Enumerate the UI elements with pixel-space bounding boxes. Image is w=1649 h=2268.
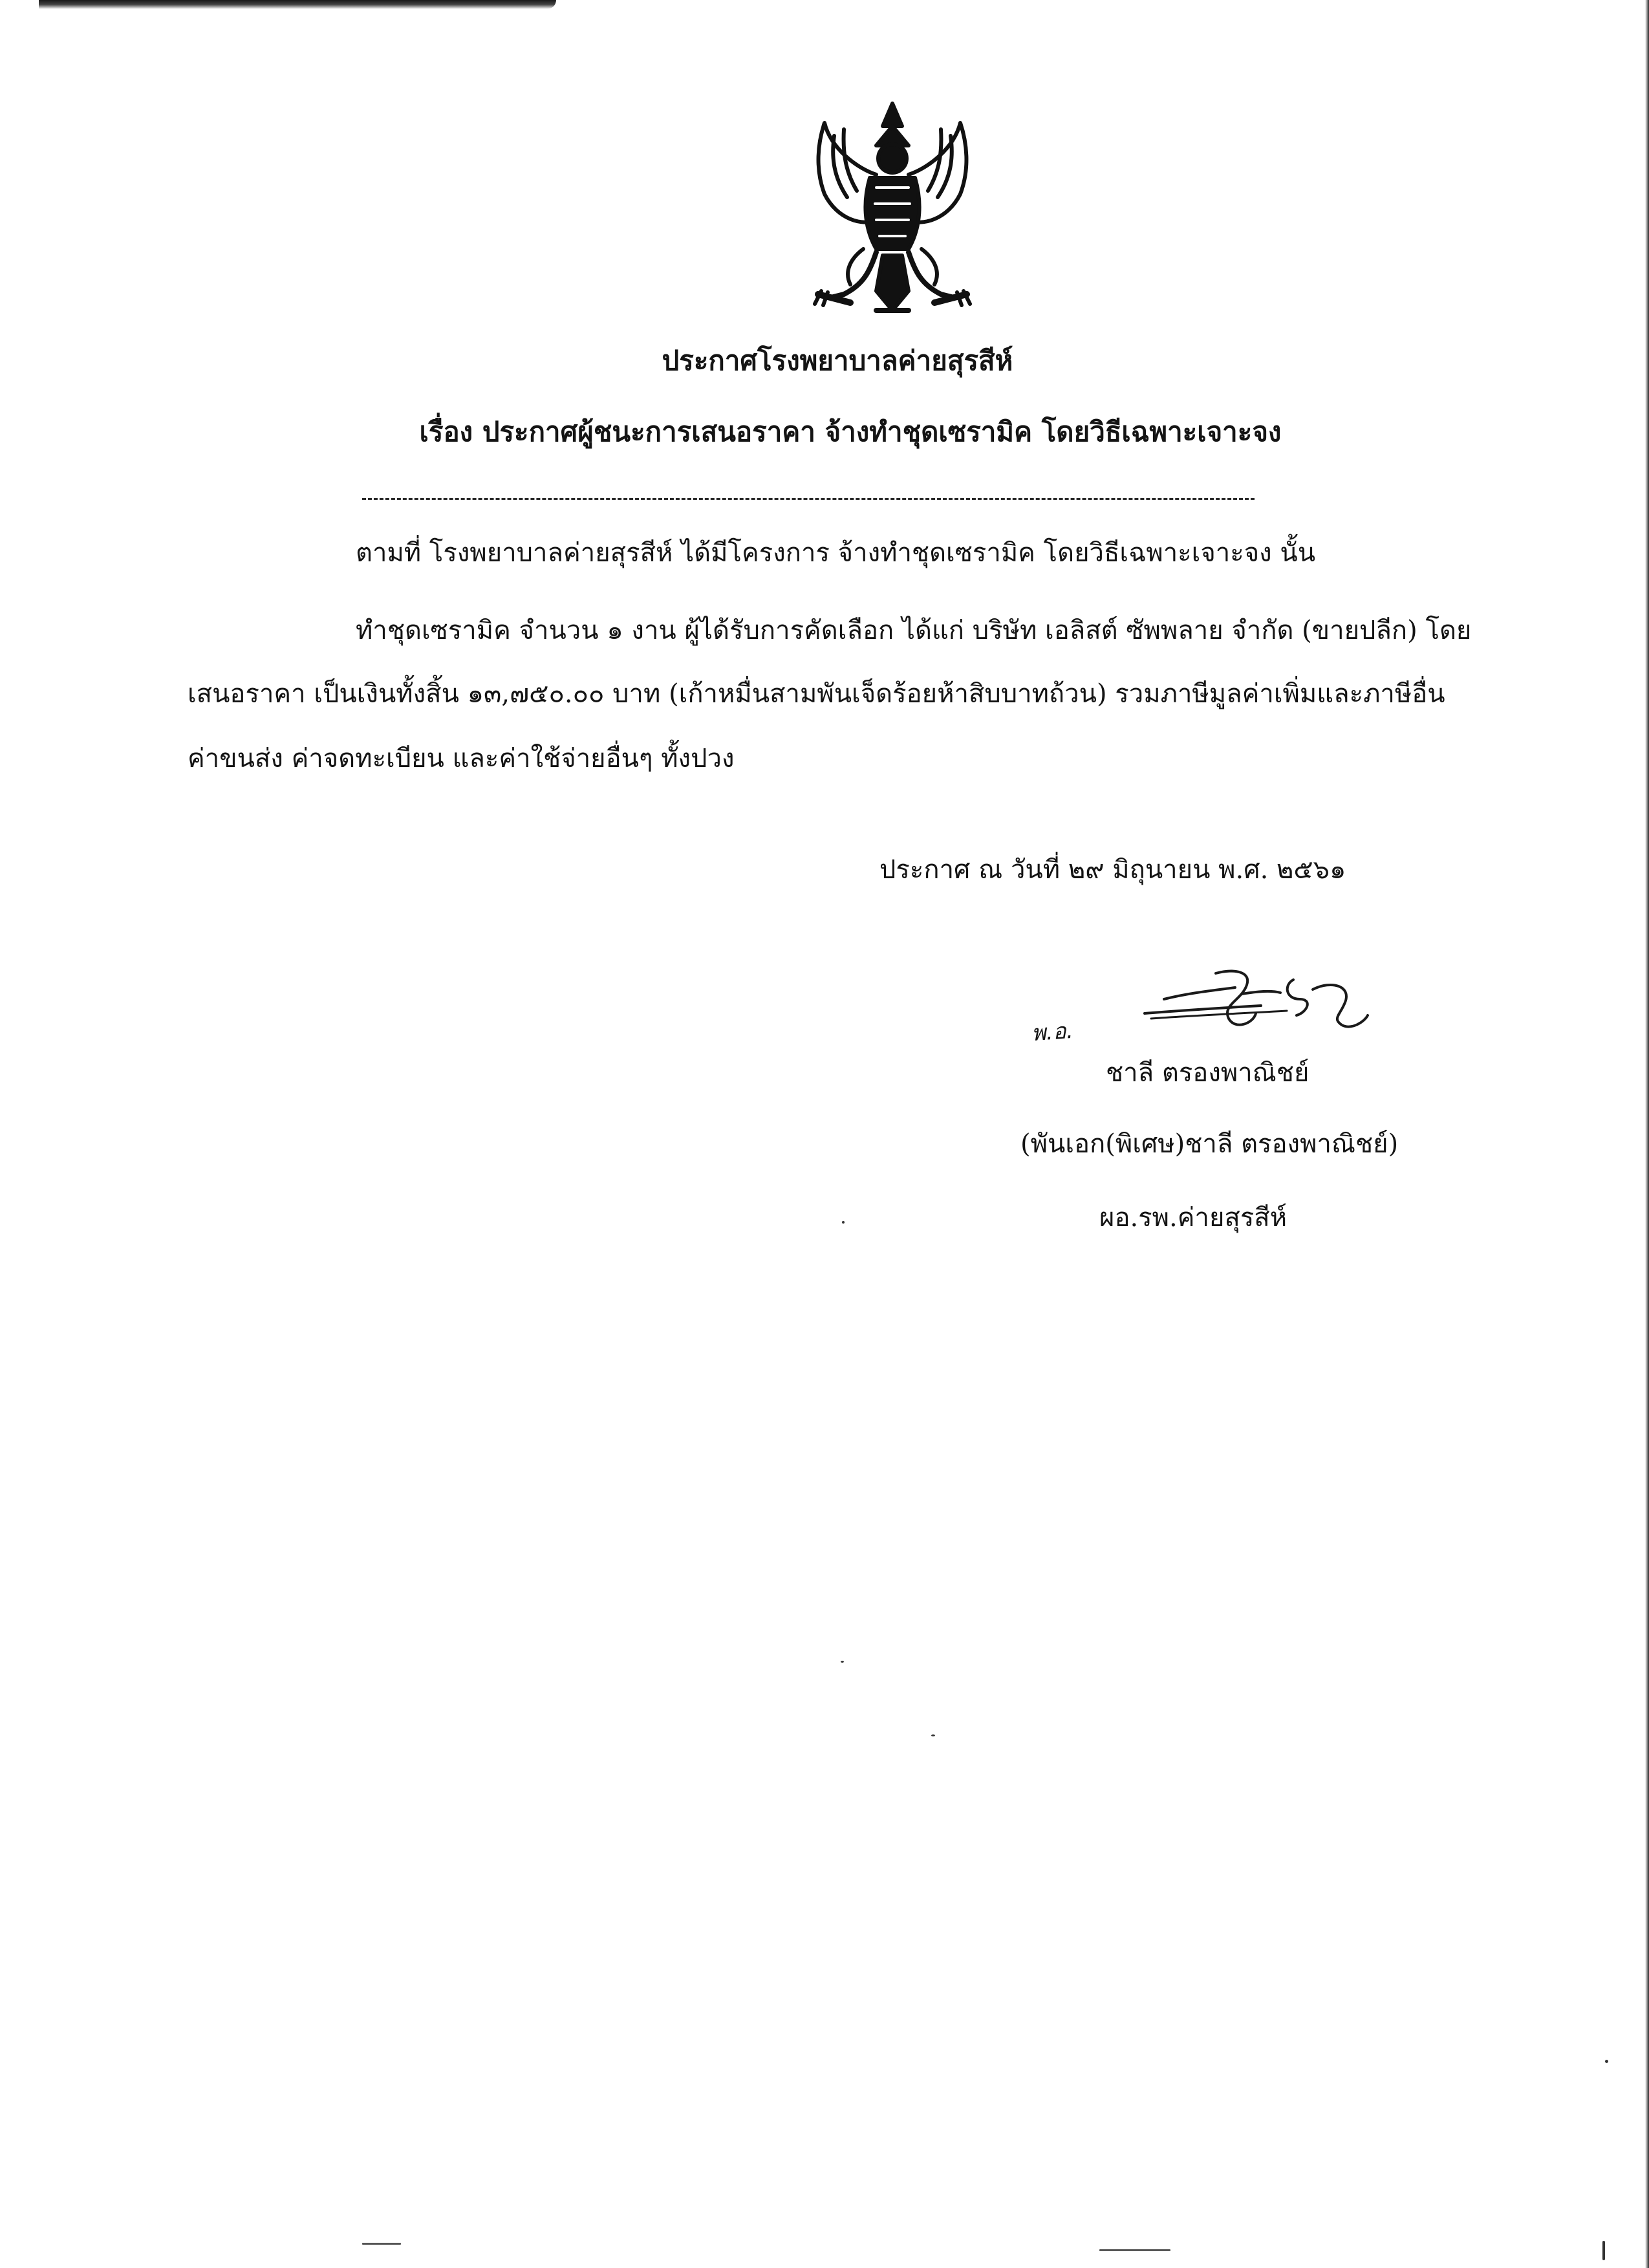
scan-shadow-top [39, 0, 556, 9]
scan-shadow-right [1645, 0, 1649, 2268]
signatory-name: ชาลี ตรองพาณิชย์ [1106, 1058, 1310, 1088]
document-subject: เรื่อง ประกาศผู้ชนะการเสนอราคา จ้างทำชุดเซรามิค โดยวิธีเฉพาะเจาะจง [419, 416, 1282, 448]
signature-rank-handwritten: พ.อ. [1030, 1017, 1074, 1047]
body-intro: ตามที่ โรงพยาบาลค่ายสุรสีห์ ได้มีโครงการ จ้างทำชุดเซรามิค โดยวิธีเฉพาะเจาะจง นั้น [356, 538, 1316, 568]
body-line-1: ทำชุดเซรามิค จำนวน ๑ งาน ผู้ได้รับการคัดเลือก ได้แก่ บริษัท เอลิสต์ ซัพพลาย จำกัด (ขายปลีก) โดย [356, 616, 1472, 645]
announcement-date: ประกาศ ณ วันที่ ๒๙ มิถุนายน พ.ศ. ๒๕๖๑ [879, 855, 1346, 885]
garuda-emblem-icon [779, 97, 1006, 330]
scan-speck [931, 1734, 935, 1736]
handwritten-signature [1138, 954, 1384, 1044]
body-line-2: เสนอราคา เป็นเงินทั้งสิ้น ๑๓,๗๕๐.๐๐ บาท (เก้าหมื่นสามพันเจ็ดร้อยห้าสิบบาทถ้วน) รวมภาษีมูลค่าเพิ่มและภาษีอื่น [188, 679, 1445, 709]
scan-speck [1605, 2060, 1608, 2063]
signatory-full-name: (พันเอก(พิเศษ)ชาลี ตรองพาณิชย์) [1020, 1129, 1399, 1159]
scan-speck [1099, 2249, 1170, 2251]
title-separator [362, 498, 1255, 500]
signatory-position: ผอ.รพ.ค่ายสุรสีห์ [1099, 1203, 1288, 1233]
scan-speck [841, 1661, 844, 1663]
scan-speck [1602, 2241, 1605, 2260]
scan-speck [362, 2243, 401, 2245]
document-title: ประกาศโรงพยาบาลค่ายสุรสีห์ [662, 345, 1013, 376]
body-line-3: ค่าขนส่ง ค่าจดทะเบียน และค่าใช้จ่ายอื่นๆ ทั้งปวง [188, 744, 735, 773]
scan-speck [842, 1221, 845, 1224]
